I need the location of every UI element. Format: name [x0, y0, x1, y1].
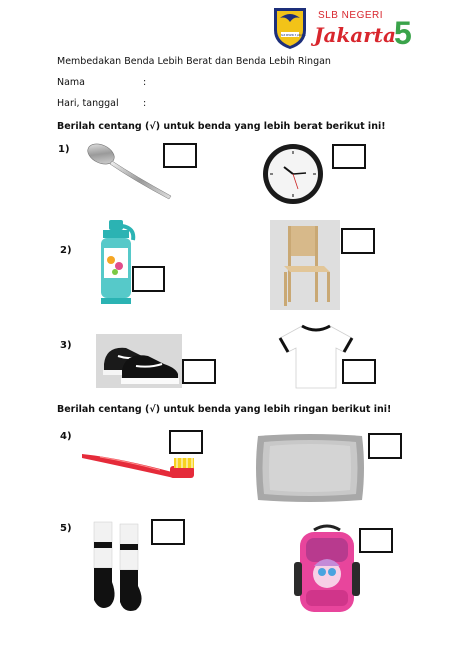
- checkbox-q4-left[interactable]: [169, 430, 203, 454]
- school-crest-icon: [270, 4, 310, 50]
- name-colon: :: [143, 77, 147, 88]
- checkbox-q2-right[interactable]: [341, 228, 375, 254]
- instruction-heavier: Berilah centang (√) untuk benda yang lebih berat berikut ini!: [57, 121, 386, 132]
- logo-line1: SLB NEGERI: [318, 10, 384, 21]
- badge-text: SLB NEGERI 5 JAKARTA: [281, 34, 306, 37]
- checkbox-q1-left[interactable]: [163, 143, 197, 168]
- page-title: Membedakan Benda Lebih Berat dan Benda Lebih Ringan: [57, 56, 331, 67]
- thermos-image: [97, 218, 139, 308]
- checkbox-q4-right[interactable]: [368, 433, 402, 459]
- socks-image: [88, 520, 150, 616]
- pillow-image: [254, 432, 366, 504]
- chair-image: [270, 220, 340, 310]
- checkbox-q2-left[interactable]: [132, 266, 165, 292]
- question-number: 2): [60, 245, 72, 256]
- logo-number: 5: [394, 15, 412, 51]
- spoon-image: [85, 140, 175, 202]
- checkbox-q3-right[interactable]: [342, 359, 376, 384]
- school-logo: [270, 4, 416, 52]
- wall-clock-image: [262, 143, 324, 205]
- checkbox-q1-right[interactable]: [332, 144, 366, 169]
- question-number: 1): [58, 144, 70, 155]
- name-label: Nama: [57, 77, 86, 88]
- checkbox-q5-right[interactable]: [359, 528, 393, 553]
- question-number: 3): [60, 340, 72, 351]
- question-number: 5): [60, 523, 72, 534]
- backpack-image: [292, 522, 362, 618]
- checkbox-q5-left[interactable]: [151, 519, 185, 545]
- date-colon: :: [143, 98, 147, 109]
- instruction-lighter: Berilah centang (√) untuk benda yang lebih ringan berikut ini!: [57, 404, 392, 415]
- logo-wordmark: [312, 4, 416, 50]
- question-number: 4): [60, 431, 72, 442]
- sneakers-image: [96, 334, 182, 388]
- date-label: Hari, tanggal: [57, 98, 119, 109]
- logo-line2: Jakarta: [314, 23, 396, 47]
- toothbrush-image: [80, 448, 200, 488]
- checkbox-q3-left[interactable]: [182, 359, 216, 384]
